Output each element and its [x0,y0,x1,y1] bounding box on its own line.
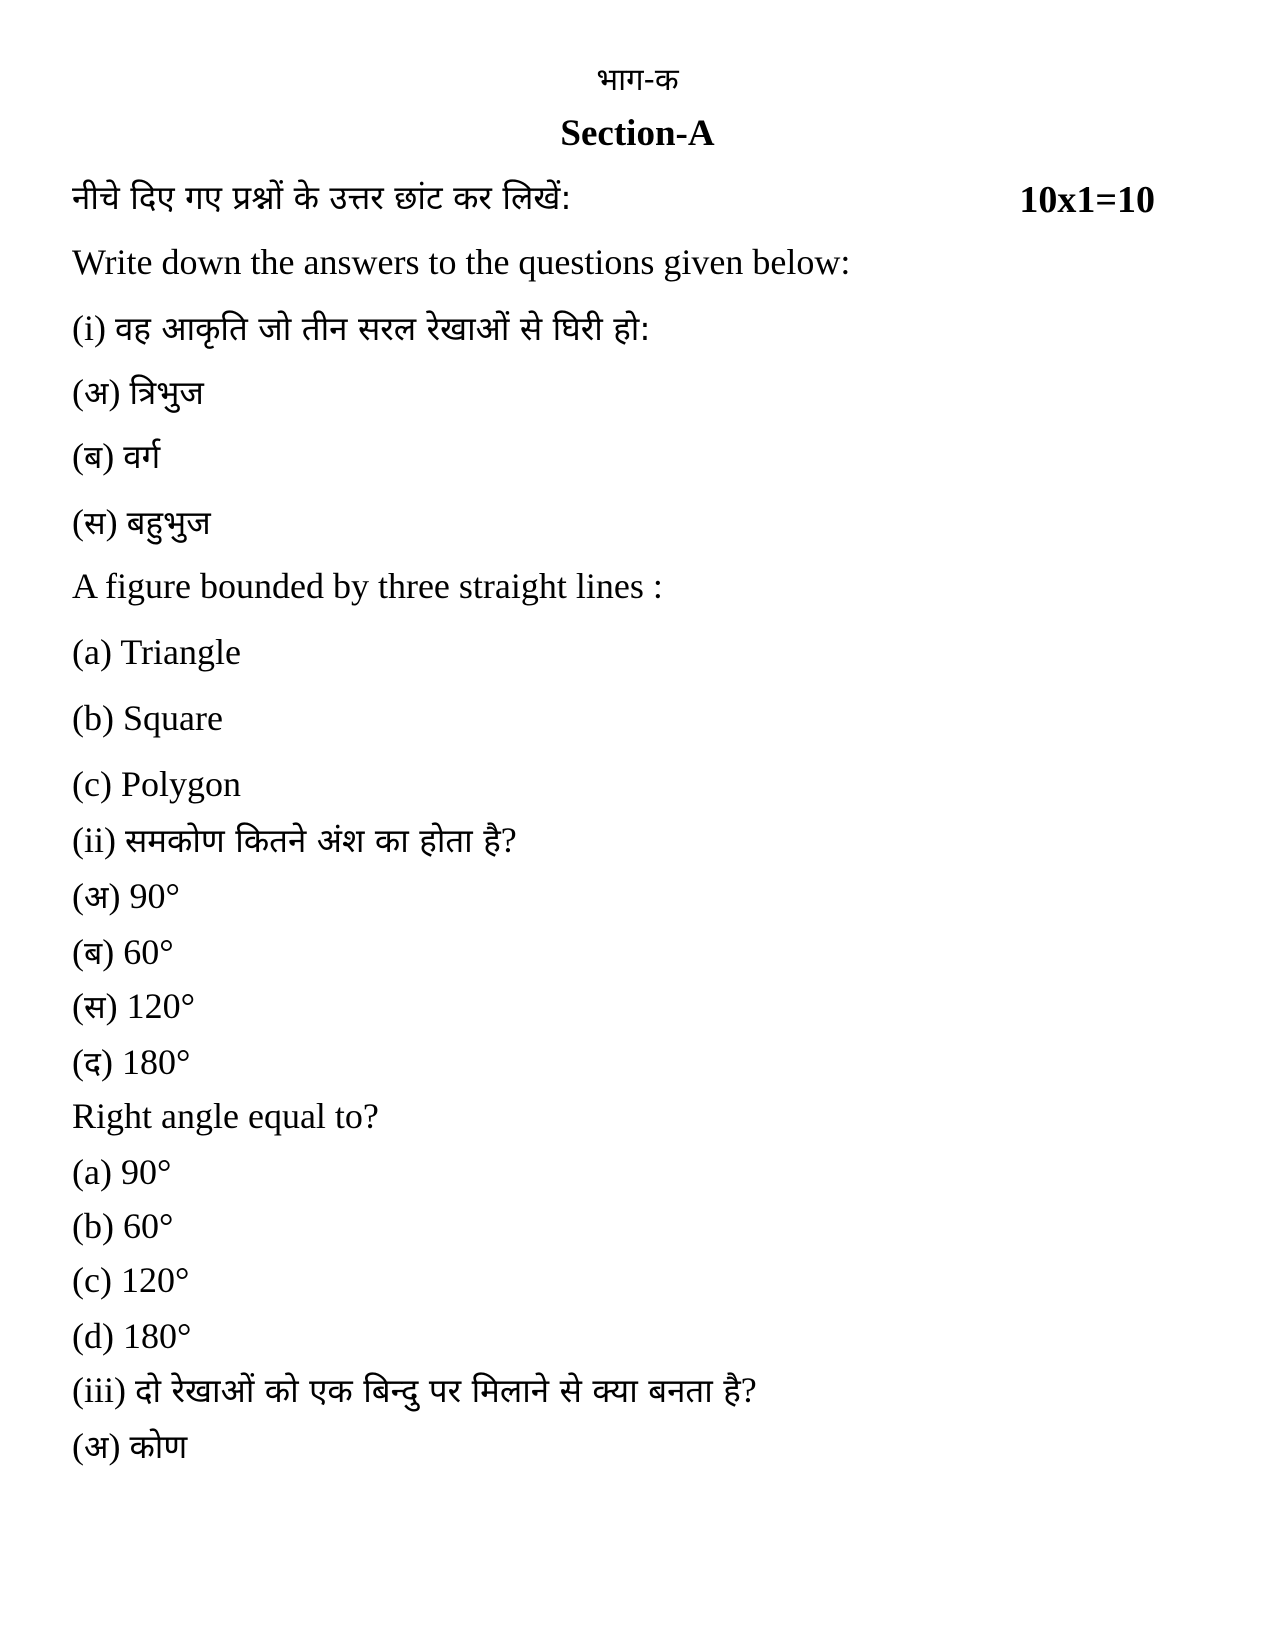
option-label: (b) [72,698,114,738]
question-number: (ii) [72,820,116,860]
option-hindi [72,1040,190,1085]
option-label: (अ) [72,372,121,412]
option-text: 180° [122,1316,192,1356]
option-text: त्रिभुज [129,373,204,412]
option-text: 120° [126,986,196,1026]
option-hindi [72,930,174,975]
section-title-hindi: भाग-क [596,62,679,98]
instruction-english: Write down the answers to the questions given below: [72,242,851,282]
option-text: वर्ग [123,437,161,476]
option-label: (ब) [72,932,115,972]
option-label: (स) [72,502,118,542]
option-hindi [72,1424,187,1469]
instruction-hindi: नीचे दिए गए प्रश्नों के उत्तर छांट कर लिखें: [72,178,572,217]
option-text: बहुभुज [126,503,211,542]
option-label: (द) [72,1042,113,1082]
option-text: 180° [122,1042,191,1082]
option-english [72,1258,189,1302]
option-label: (अ) [72,876,121,916]
question-text: दो रेखाओं को एक बिन्दु पर मिलाने से क्या बनता है [134,1371,741,1410]
option-text: 60° [123,932,174,972]
option-text: Triangle [120,632,242,672]
question-text: वह आकृति जो तीन सरल रेखाओं से घिरी हो: [114,309,651,348]
question-2-english: Right angle equal to? [72,1096,379,1136]
option-label: (c) [72,764,112,804]
option-hindi [72,434,160,479]
option-label: (d) [72,1316,114,1356]
option-label: (b) [72,1206,114,1246]
option-hindi [72,500,211,545]
option-hindi [72,370,204,415]
option-text: कोण [129,1427,188,1466]
option-hindi [72,874,180,919]
question-number: (iii) [72,1370,126,1410]
option-label: (a) [72,1152,112,1192]
option-text: Polygon [120,764,241,804]
option-text: 120° [120,1260,190,1300]
question-1-english: A figure bounded by three straight lines : [72,566,663,606]
option-label: (स) [72,986,118,1026]
option-english [72,1204,173,1248]
option-text: 90° [129,876,180,916]
option-label: (ब) [72,436,115,476]
option-english [72,630,241,674]
option-english [72,696,223,740]
option-text: 60° [122,1206,174,1246]
section-title-english: Section-A [560,113,715,154]
option-text: Square [122,698,223,738]
question-1-hindi [72,306,650,351]
question-text: समकोण कितने अंश का होता है [124,821,501,860]
marks-allocation: 10x1=10 [1019,179,1155,221]
option-label: (c) [72,1260,112,1300]
option-english [72,1150,171,1194]
question-2-hindi: (ii) समकोण कितने अंश का होता है? [72,820,517,860]
option-text: 90° [120,1152,172,1192]
option-english [72,762,241,806]
option-label: (अ) [72,1426,121,1466]
option-label: (a) [72,632,112,672]
option-english [72,1314,191,1358]
question-3-hindi: (iii) दो रेखाओं को एक बिन्दु पर मिलाने से क्या बनता है? [72,1370,757,1410]
option-hindi [72,984,195,1029]
question-number: (i) [72,308,106,348]
